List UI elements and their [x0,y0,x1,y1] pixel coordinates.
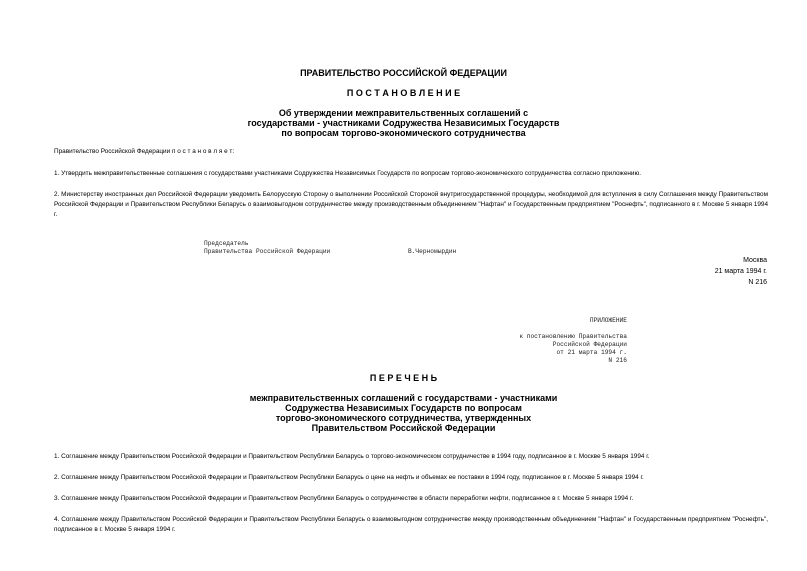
signatory-name: В.Черномырдин [408,248,457,255]
appendix-ref-line-2: Российской Федерации [552,341,627,348]
signature-title-line-2: Правительства Российской Федерации [204,248,331,255]
list-subtitle-line-4: Правительством Российской Федерации [311,423,496,433]
list-subtitle-line-3: торгово-экономического сотрудничества, утвержденных [275,413,532,423]
appendix-label: ПРИЛОЖЕНИЕ [589,317,627,324]
subject-line-1: Об утверждении межправительственных соглашений с [278,108,529,118]
resolution-intro: Правительство Российской Федерации п о с т а н о в л я е т: [54,148,235,155]
document-number: N 216 [748,279,767,286]
place-date: 21 марта 1994 г. [714,268,767,275]
appendix-ref-line-4: N 216 [608,357,627,364]
list-item: 3. Соглашение между Правительством Российской Федерации и Правительством Республики Беларусь о сотрудничестве в области переработки нефти, подписанное в г. Москве 5 января 1994 г. [54,495,634,502]
list-subtitle-line-1: межправительственных соглашений с государствами - участниками [249,393,558,403]
list-item: 1. Соглашение между Правительством Российской Федерации и Правительством Республики Беларусь о торгово-экономическом сотрудничестве в 1994 году, подписанное в г. Москве 5 января 1994 г. [54,453,650,460]
subject-line-2: государствами - участниками Содружества Независимых Государств [247,118,560,128]
subject-line-3: по вопросам торгово-экономического сотрудничества [281,128,526,138]
list-title: П Е Р Е Ч Е Н Ь [369,373,438,383]
resolution-point-2: 2. Министерству иностранных дел Российской Федерации уведомить Белорусскую Сторону о выполнении Российской Стороной внутригосударственной процедуры, необходимой для вступления в силу Соглашения между Правительством Российской Федерации и Правительством Республики Беларусь о взаимовыгодном сотрудничестве между производственным объединением "Нафтан" и Государственным предприятием "Роснефть", подписанного в г. Москве 5 января 1994 г. [54,191,768,218]
signature-title-line-1: Председатель [204,240,249,247]
document-type-heading: П О С Т А Н О В Л Е Н И Е [346,88,461,98]
resolution-point-1: 1. Утвердить межправительственные соглашения с государствами участниками Содружества Независимых Государств по вопросам торгово-экономического сотрудничества согласно приложению. [54,170,642,177]
appendix-ref-line-3: от 21 марта 1994 г. [556,349,627,356]
government-heading: ПРАВИТЕЛЬСТВО РОССИЙСКОЙ ФЕДЕРАЦИИ [300,68,507,78]
place-city: Москва [743,257,767,264]
list-item: 4. Соглашение между Правительством Российской Федерации и Правительством Республики Беларусь о взаимовыгодном сотрудничестве между производственным объединением "Нафтан" и Государственным предприятием "Роснефть", подписанное в г. Москве 5 января 1994 г. [54,516,768,533]
appendix-ref-line-1: к постановлению Правительства [519,333,627,340]
list-item: 2. Соглашение между Правительством Российской Федерации и Правительством Республики Беларусь о цене на нефть и объемах ее поставки в 1994 году, подписанное в г. Москве 5 января 1994 г. [54,474,644,481]
list-subtitle-line-2: Содружества Независимых Государств по вопросам [285,403,522,413]
